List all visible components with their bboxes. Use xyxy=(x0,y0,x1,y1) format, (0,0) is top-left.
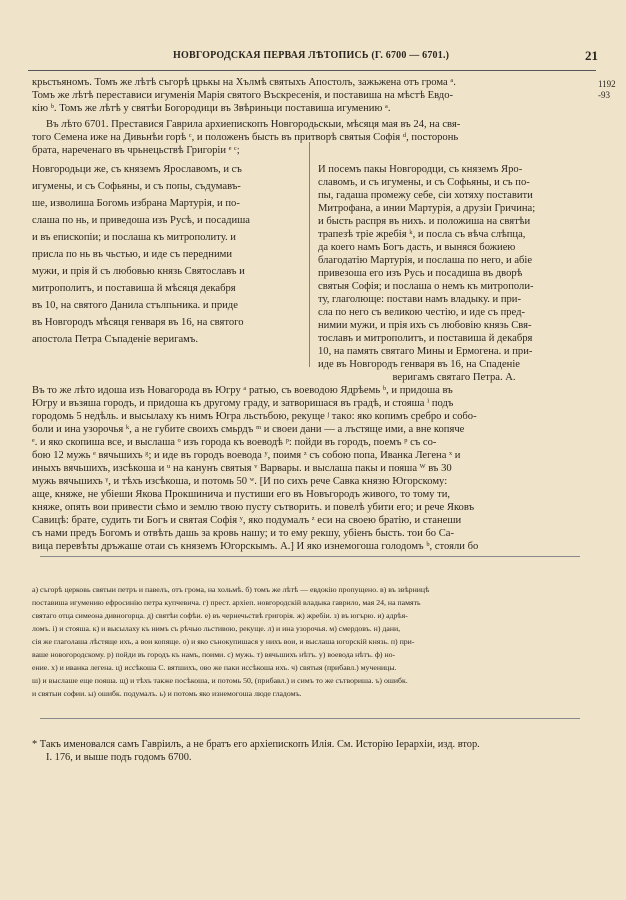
right-column-line: привезоша его изъ Русь и посадиша въ дворѣ xyxy=(318,268,523,279)
left-column-line: ше, изволиша Богомь избрана Мартурія, и по- xyxy=(32,198,240,209)
text-line: городомь 5 недѣль. и высылаху къ нимъ Югра льстьбою, рекуще ʲ такo: яко копимъ сребро и собо- xyxy=(32,411,477,422)
left-column-line: митрополитъ, и поставиша й мѣсяця декабря xyxy=(32,283,236,294)
right-column-line: 10, на память святаго Мины и Ермогена. и при- xyxy=(318,346,533,357)
right-column-line: да коего намъ Богъ дасть, и выняся божиею xyxy=(318,242,516,253)
text-line: того Семена иже на Дивьнѣи горѣ ᶜ, и положенъ бысть въ притворѣ святыя Софія ᵈ, посторонь xyxy=(32,132,459,143)
text-line: съ нами предъ Богомъ и отвѣть дашь за кровь нашу; и то ему рекшу, убіенъ бысть. тои бо Са- xyxy=(32,528,455,539)
right-column-line: сла по него съ великою честію, и иде съ пред- xyxy=(318,307,526,318)
running-title: НОВГОРОДСКАЯ ПЕРВАЯ ЛѢТОПИСЬ (Г. 6700 — 6701.) xyxy=(173,50,450,61)
text-line: вица перевѣты дръжаше отаи съ княземъ Югорскымъ. А.] И яко изнемогоша голодомъ ᵇ, стояли бо xyxy=(32,541,479,552)
text-line: княже, опять вои привести сѣмо и землю твою пусту сътворить. и повелѣ убити его; и рече Яковъ xyxy=(32,502,475,513)
text-line: бою 12 мужь ᵉ вячьшихъ ᵍ; и иде въ городъ воевода ʸ, поимя ᶻ съ собою попа, Иванка Легена ˣ и xyxy=(32,450,461,461)
right-column-line: трапезѣ тріе жребія ᵏ, и посла съ вѣча слѣпца, xyxy=(318,229,526,240)
column-divider xyxy=(309,142,310,367)
right-column-line: иде въ Новгородъ генваря въ 16, на Спаденіе xyxy=(318,359,520,370)
left-column-line: апостола Петра Съпаденіе веригамъ. xyxy=(32,334,198,345)
right-column-line: нимии мужи, и прія ихъ съ любовію князь Свя- xyxy=(318,320,532,331)
margin-year: 1192 xyxy=(598,79,616,89)
variant-line: ение. х) и иванка легена. ц) иссѣкоша С. вятшихъ, ово же паки иссѣкоша ихъ. ч) святыя (прибавл.) мученицы. xyxy=(32,663,397,672)
right-column-line: и бысть распря въ нихъ. и положиша на святѣи xyxy=(318,216,531,227)
right-column-line: пы, гадаша промежу себе, сіи хотяху поставити xyxy=(318,190,533,201)
text-line: крьстьяномъ. Томъ же лѣтѣ съгорѣ црькы на Хълмѣ святыхъ Апостолъ, зажьжена отъ грома ᵃ. xyxy=(32,77,456,88)
footnote-rule xyxy=(40,718,580,719)
left-column-line: въ 10, на святого Данила стълпьника. и приде xyxy=(32,300,238,311)
right-column-line: святыя Софія; и послаша о немъ къ митрополи- xyxy=(318,281,534,292)
text-line: иныхъ вячьшихъ, изсѣкоша и ᵘ на канунъ святыя ᵛ Варвары. и выслаша пакы и пояша ᵂ въ 30 xyxy=(32,463,452,474)
right-column-line: Митрофана, а инии Мартурія, а друзіи Гричина; xyxy=(318,203,536,214)
variants-rule xyxy=(40,556,580,557)
variant-line: поставиша игумению ефросинію петра купчевича. г) прест. архіеп. новгородскій владыка гаврило, мая 24, на память xyxy=(32,598,421,607)
text-line: Томъ же лѣтѣ перестависи игуменія Марія святого Въскресенія, и поставиша на мѣстѣ Евдо- xyxy=(32,90,454,101)
left-column-line: въ Новгородъ мѣсяця генваря въ 16, на святого xyxy=(32,317,244,328)
variant-line: святаго отца симеона дивногорца. д) святѣи софѣи. е) въ чернечьствѣ григорія. ж) жребіи. з) въ югърю. и) адрѣя- xyxy=(32,611,408,620)
page-header xyxy=(28,48,598,66)
right-column-line: славомъ, и съ игумены, и съ Софьяны, и съ по- xyxy=(318,177,530,188)
footnote-line: * Такъ именовался самъ Гавріилъ, а не братъ его архіепископъ Илія. См. Исторію Іерархіи, изд. втор. xyxy=(32,739,480,750)
right-column-line: И посемъ пакы Новгородци, съ княземъ Яро- xyxy=(318,164,523,175)
text-line: Въ то же лѣто идоша изъ Новагорода въ Югру ᵃ ратью, съ воеводою Ядрѣемь ᵇ, и придоша въ xyxy=(32,385,453,396)
text-line: аще, княже, не убіеши Якова Прокшинича и пустиши его въ Новъгородъ живого, то тому ти, xyxy=(32,489,451,500)
text-line: кію ᵇ. Томъ же лѣтѣ у святѣи Богородици въ Звѣриньци поставиша игумению ᵃ. xyxy=(32,103,391,114)
text-line: боли и ина узорочья ᵏ, а не губите своихъ смьрдъ ᵐ и своеи дани — а лъстяще ими, а вне копяче xyxy=(32,424,465,435)
text-line: Югру и възяша городъ, и придоша къ другому граду, и затворишася въ градѣ, и стояша ⁱ подъ xyxy=(32,398,454,409)
variant-line: ш) и выслаше еще пояша. щ) и тѣхъ также посѣкоша, и потомь 50, (прибавл.) и симъ то же сътвориша. ъ) ошибк. xyxy=(32,676,408,685)
page-number: 21 xyxy=(585,48,598,63)
text-line: Въ лѣто 6701. Преставися Гаврила архиепископъ Новгородьскыи, мѣсяця мая въ 24, на свя- xyxy=(46,119,461,130)
footnote-line: I. 176, и выше подъ годомъ 6700. xyxy=(46,752,192,763)
left-column-line: и въ епископіи; и послаша къ митрополиту. и xyxy=(32,232,236,243)
right-column-line: ту, глаголюще: постави намъ владыку. и при- xyxy=(318,294,521,305)
text-line: Савицѣ: брате, судить ти Богъ и святая Софія ʸ, яко подумалъ ᶻ еси на своею братію, и станеши xyxy=(32,515,462,526)
right-column-line: благодатію Мартурія, и послаша по него, и абіе xyxy=(318,255,533,266)
text-line: брата, нареченаго въ чрьнецьствѣ Григоріи ᵉ ᶜ; xyxy=(32,145,240,156)
text-line: ᵉ. и яко скопиша все, и выслаша ᵒ изъ города къ воеводѣ ᵖ: пойди въ городъ, поемъ ᵖ съ со- xyxy=(32,437,437,448)
variant-line: сія же глаголаша лѣстяще ихъ, а вои копяще. о) и яко сънокупишася у нихъ вои, и выслаша югорскій князь. п) при- xyxy=(32,637,415,646)
variant-line: ломъ. і) и стояша. к) и высылаху къ нимъ съ рѣчью льстивою, рекуще. л) и ина узорочья. м) смердовъ. н) дани, xyxy=(32,624,401,633)
variant-line: и святыи софии. ы) ошибк. подумалъ. ь) и потомь яко изнемогоша люде гладомъ. xyxy=(32,689,302,698)
left-column-line: присла по нь въ чьстью, и иде съ передними xyxy=(32,249,233,260)
right-column-line: веригамъ святаго Петра. А. xyxy=(392,372,516,383)
header-rule xyxy=(28,70,596,71)
variant-line: ваше новогородскому. р) пойди въ городъ къ намъ, поими. с) мужь. т) вячьшихъ нѣтъ. у) воевода нѣтъ. ф) но- xyxy=(32,650,396,659)
left-column-line: мужи, и прія й съ любовью князь Святославъ и xyxy=(32,266,245,277)
variant-line: а) съгорѣ церковь святыи петръ и павелъ, отъ грома, на хольмѣ. б) томъ же лѣтѣ — евдокію пропущено. в) въ звѣрницѣ xyxy=(32,585,430,594)
margin-year: -93 xyxy=(598,90,610,100)
text-line: мужь вячьшихъ ᵞ, и тѣхъ изсѣкоша, и потомь 50 ʷ. [И по сихъ рече Савка князю Югорскому: xyxy=(32,476,448,487)
left-column-line: Новгородьци же, съ княземъ Ярославомъ, и съ xyxy=(32,164,242,175)
left-column-line: игумены, и съ Софьяны, и съ попы, съдумавъ- xyxy=(32,181,241,192)
right-column-line: тославъ и митрополитъ, и поставиша й декабря xyxy=(318,333,533,344)
left-column-line: слаша по нь, и приведоша изъ Русѣ, и посадиша xyxy=(32,215,250,226)
